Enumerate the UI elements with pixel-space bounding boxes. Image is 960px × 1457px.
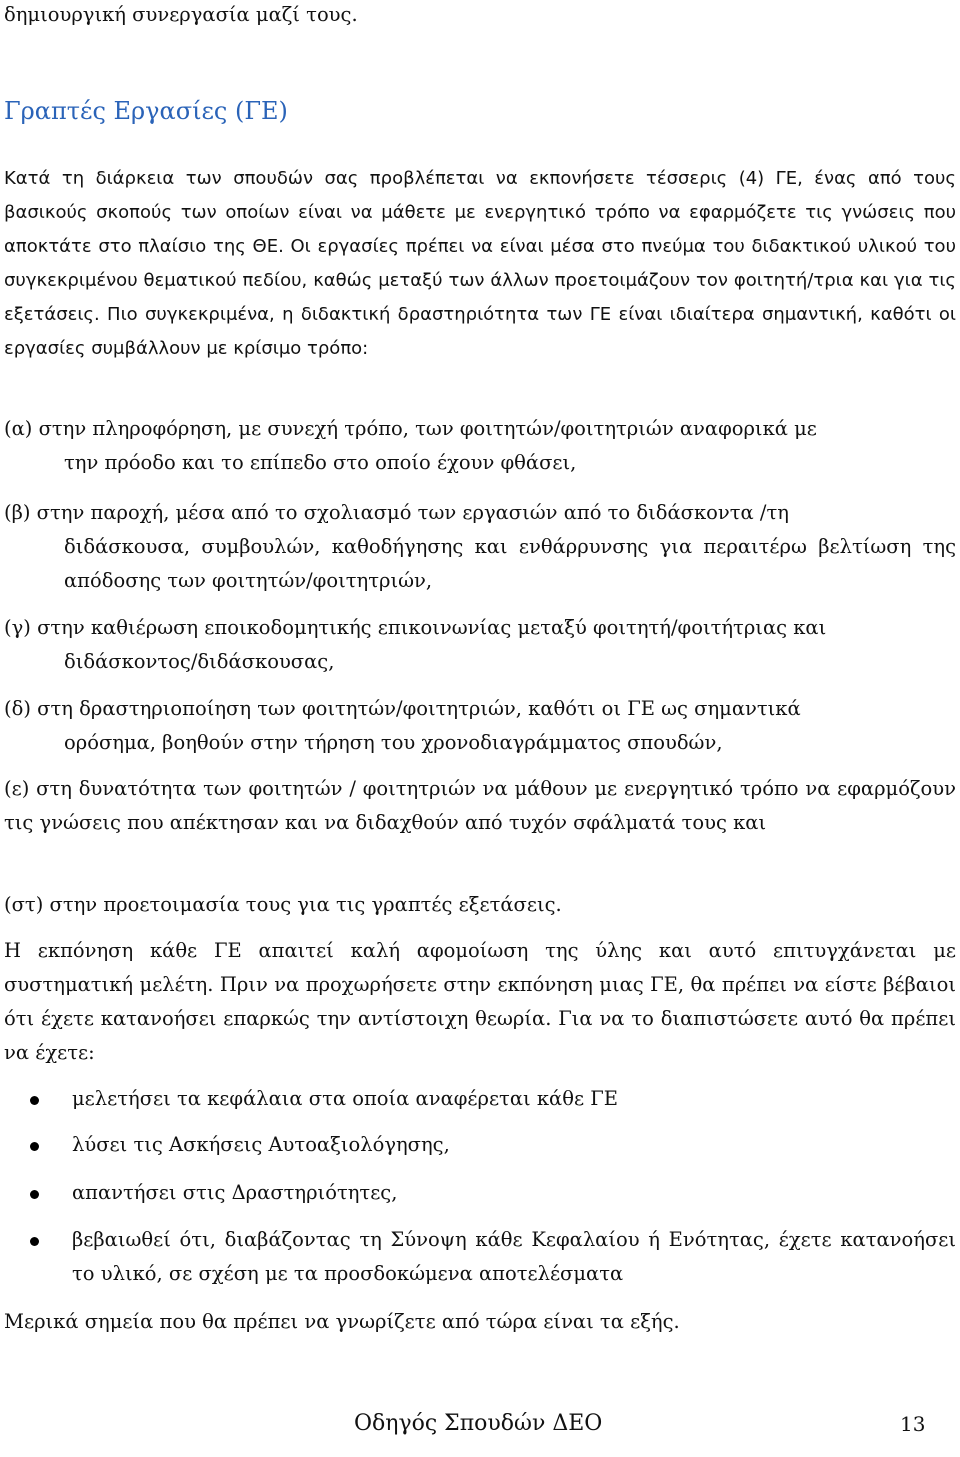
- bullet-text: μελετήσει τα κεφάλαια στα οποία αναφέρεται κάθε ΓΕ: [72, 1087, 619, 1110]
- footer-title: Οδηγός Σπουδών ΔΕΟ: [354, 1411, 603, 1436]
- list-item-continuation: διδάσκουσα, συμβουλών, καθοδήγησης και ενθάρρυνσης για περαιτέρω βελτίωση της απόδοσης των φοιτητών/φοιτητριών,: [64, 535, 956, 592]
- bullet-text: λύσει τις Ασκήσεις Αυτοαξιολόγησης,: [72, 1133, 450, 1156]
- bullet-item: [4, 1223, 956, 1291]
- list-item-continuation: διδάσκοντος/διδάσκουσας,: [64, 650, 335, 673]
- list-item-d: [4, 692, 956, 760]
- paragraph-intro: Κατά τη διάρκεια των σπουδών σας προβλέπεται να εκπονήσετε τέσσερις (4) ΓΕ, ένας από τους βασικούς σκοπούς των οποίων είναι να μάθετε με ενεργητικό τρόπο να εφαρμόζετε τις γνώσεις που αποκτάτε στο πλαίσιο της ΘΕ. Οι εργασίες πρέπει να είναι μέσα στο πνεύμα του διδακτικού υλικού του συγκεκριμένου θεματικού πεδίου, καθώς μεταξύ των άλλων προετοιμάζουν τον φοιτητή/τρια και για τις εξετάσεις. Πιο συγκεκριμένα, η διδακτική δραστηριότητα των ΓΕ είναι ιδιαίτερα σημαντική, καθότι οι εργασίες συμβάλλουν με κρίσιμο τρόπο:: [4, 168, 956, 359]
- bullet-icon: [30, 1237, 39, 1246]
- list-item-text: (γ) στην καθιέρωση εποικοδομητικής επικοινωνίας μεταξύ φοιτητή/φοιτήτριας και: [4, 616, 827, 639]
- list-item-f: [4, 888, 956, 922]
- bullet-icon: [30, 1096, 39, 1105]
- paragraph-study: Η εκπόνηση κάθε ΓΕ απαιτεί καλή αφομοίωση της ύλης και αυτό επιτυγχάνεται με συστηματική μελέτη. Πριν να προχωρήσετε στην εκπόνηση μιας ΓΕ, θα πρέπει να είστε βέβαιοι ότι έχετε κατανοήσει επαρκώς την αντίστοιχη θεωρία. Για να το διαπιστώσετε αυτό θα πρέπει να έχετε:: [4, 939, 956, 1064]
- bullet-icon: [30, 1142, 39, 1151]
- list-item-e: [4, 772, 956, 840]
- list-item-text: (στ) στην προετοιμασία τους για τις γραπτές εξετάσεις.: [4, 893, 562, 916]
- bullet-item: [4, 1082, 956, 1116]
- closing-line: Μερικά σημεία που θα πρέπει να γνωρίζετε από τώρα είναι τα εξής.: [4, 1310, 680, 1333]
- page-number: 13: [900, 1412, 926, 1436]
- list-item-text: (δ) στη δραστηριοποίηση των φοιτητών/φοιτητριών, καθότι οι ΓΕ ως σημαντικά: [4, 697, 801, 720]
- list-item-c: [4, 611, 956, 679]
- section-heading: Γραπτές Εργασίες (ΓΕ): [4, 97, 288, 125]
- list-item-a: [4, 412, 956, 480]
- bullet-icon: [30, 1190, 39, 1199]
- list-item-b: [4, 496, 956, 598]
- list-item-text: (α) στην πληροφόρηση, με συνεχή τρόπο, των φοιτητών/φοιτητριών αναφορικά με: [4, 417, 817, 440]
- bullet-text: απαντήσει στις Δραστηριότητες,: [72, 1181, 398, 1204]
- list-item-text: (ε) στη δυνατότητα των φοιτητών / φοιτητριών να μάθουν με ενεργητικό τρόπο να εφαρμόζουν τις γνώσεις που απέκτησαν και να διδαχθούν από τυχόν σφάλματά τους και: [4, 777, 956, 834]
- list-item-continuation: την πρόοδο και το επίπεδο στο οποίο έχουν φθάσει,: [64, 451, 577, 474]
- bullet-text: βεβαιωθεί ότι, διαβάζοντας τη Σύνοψη κάθε Κεφαλαίου ή Ενότητας, έχετε κατανοήσει το υλικό, σε σχέση με τα προσδοκώμενα αποτελέσματα: [72, 1228, 956, 1285]
- list-item-text: (β) στην παροχή, μέσα από το σχολιασμό των εργασιών από το διδάσκοντα /τη: [4, 501, 789, 524]
- intro-line: δημιουργική συνεργασία μαζί τους.: [4, 3, 358, 26]
- bullet-item: [4, 1176, 956, 1210]
- list-item-continuation: ορόσημα, βοηθούν στην τήρηση του χρονοδιαγράμματος σπουδών,: [64, 731, 723, 754]
- bullet-item: [4, 1128, 956, 1162]
